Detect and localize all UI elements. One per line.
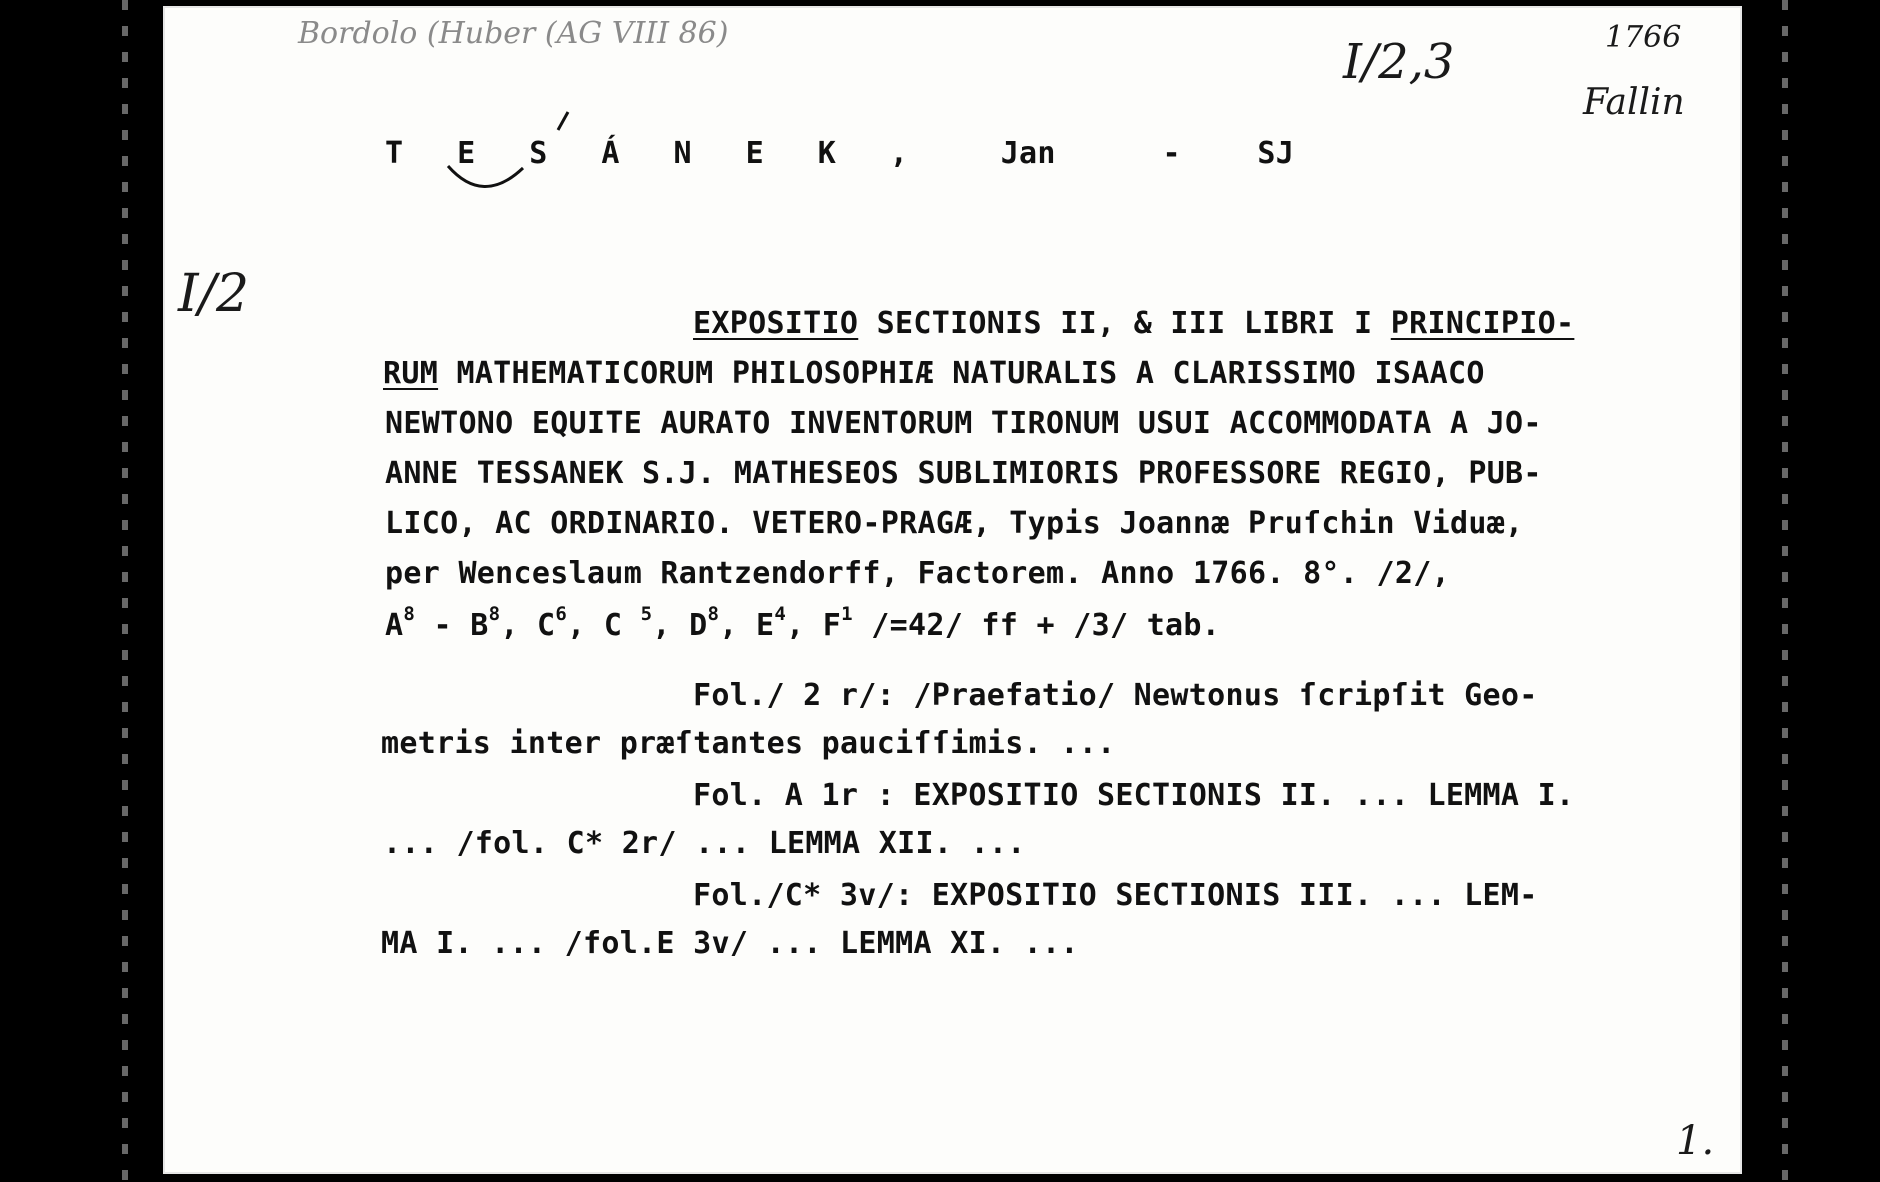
- title-line-6: per Wenceslaum Rantzendorff, Factorem. Anno 1766. 8°. /2/,: [385, 556, 1450, 591]
- film-edge-right: [1782, 0, 1788, 1182]
- collation-g: , F: [786, 608, 842, 643]
- note-1-line-1: Fol./ 2 r/: /Praefatio/ Newtonus ſcripſit Geo-: [693, 678, 1538, 713]
- title-text: MATHEMATICORUM PHILOSOPHIÆ NATURALIS A CLARISSIMO ISAACO: [438, 356, 1485, 391]
- note-3-line-1: Fol./C* 3v/: EXPOSITIO SECTIONIS III. ... LEM-: [693, 878, 1538, 913]
- collation-c: , C: [500, 608, 556, 643]
- film-edge-left: [122, 0, 128, 1182]
- note-1-line-2: metris inter præſtantes pauciſſimis. ...: [381, 726, 1116, 761]
- collation-line: [385, 603, 1221, 643]
- handwritten-top-note: Bordolo (Huber (AG VIII 86): [298, 16, 729, 51]
- collation-d-sup: 5: [640, 603, 653, 625]
- author-order: SJ: [1257, 136, 1295, 171]
- note-3-line-2: MA I. ... /fol.E 3v/ ... LEMMA XI. ...: [381, 926, 1079, 961]
- title-line-1: [693, 306, 1574, 341]
- author-dash: -: [1162, 136, 1181, 171]
- note-2-line-2: ... /fol. C* 2r/ ... LEMMA XII. ...: [383, 826, 1026, 861]
- handwritten-page-number: 1.: [1676, 1118, 1715, 1164]
- collation-h: /=42/ ff + /3/ tab.: [852, 608, 1221, 643]
- collation-d: , C: [567, 608, 641, 643]
- handwritten-year: 1766: [1605, 20, 1682, 55]
- title-line-4: ANNE TESSANEK S.J. MATHESEOS SUBLIMIORIS PROFESSORE REGIO, PUB-: [385, 456, 1542, 491]
- author-surname: T E S Á N E K ,: [385, 136, 926, 171]
- handwritten-callmark: I/2,3: [1343, 34, 1455, 90]
- note-2-line-1: Fol. A 1r : EXPOSITIO SECTIONIS II. ... LEMMA I.: [693, 778, 1575, 813]
- collation-c-sup: 6: [555, 603, 568, 625]
- collation-f: , E: [719, 608, 775, 643]
- title-underlined-principio: PRINCIPIO-: [1390, 306, 1575, 341]
- title-line-2: [383, 356, 1485, 391]
- collation-a: A: [385, 608, 404, 643]
- collation-e: , D: [652, 608, 708, 643]
- collation-b: - B: [415, 608, 489, 643]
- title-text: SECTIONIS II, & III LIBRI I: [858, 306, 1391, 341]
- collation-b-sup: 8: [488, 603, 501, 625]
- title-underlined-expositio: EXPOSITIO: [693, 306, 859, 341]
- caron-mark-icon: [443, 106, 583, 196]
- author-given-name: Jan: [1000, 136, 1056, 171]
- collation-e-sup: 8: [707, 603, 720, 625]
- handwritten-name: Fallin: [1583, 82, 1685, 123]
- handwritten-side-callmark: I/2: [178, 264, 250, 324]
- title-underlined-rum: RUM: [383, 356, 439, 391]
- title-line-5: LICO, AC ORDINARIO. VETERO-PRAGÆ, Typis Joannæ Pruſchin Viduæ,: [385, 506, 1524, 541]
- collation-f-sup: 4: [774, 603, 787, 625]
- catalog-card: [163, 6, 1742, 1174]
- title-line-3: NEWTONO EQUITE AURATO INVENTORUM TIRONUM USUI ACCOMMODATA A JO-: [385, 406, 1542, 441]
- collation-g-sup: 1: [841, 603, 853, 625]
- collation-a-sup: 8: [403, 603, 416, 625]
